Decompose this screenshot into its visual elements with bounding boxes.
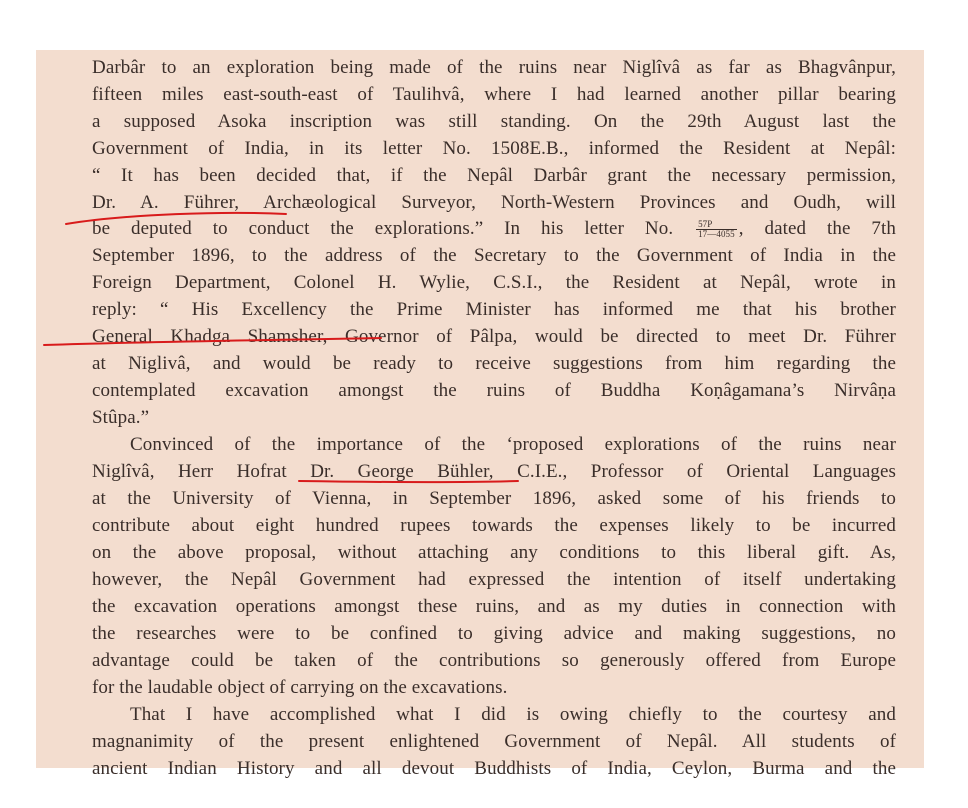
text-line: however, the Nepâl Government had expressed the intention of itself undertaking <box>92 569 896 590</box>
text-line: advantage could be taken of the contributions so generously offered from Europe <box>92 650 896 671</box>
text-line: Stûpa.” <box>92 407 150 428</box>
red-underline-buhler <box>299 481 518 482</box>
red-underline-fuhrer <box>66 213 286 224</box>
text-line: for the laudable object of carrying on the excavations. <box>92 677 508 698</box>
text-line: Government of India, in its letter No. 1508E.B., informed the Resident at Nepâl: <box>92 138 896 159</box>
text-line: on the above proposal, without attaching any conditions to this liberal gift. As, <box>92 542 896 563</box>
handwritten-underlines <box>36 50 924 768</box>
text-line: contribute about eight hundred rupees towards the expenses likely to be incurred <box>92 515 896 536</box>
fraction-denominator: 17—4055 <box>698 229 735 240</box>
text-segment: , dated the 7th <box>738 218 896 239</box>
text-line: That I have accomplished what I did is owing chiefly to the courtesy and <box>130 704 896 725</box>
text-line: Niglîvâ, Herr Hofrat Dr. George Bühler, C.I.E., Professor of Oriental Languages <box>92 461 896 482</box>
book-page-scan <box>36 50 924 779</box>
text-line: September 1896, to the address of the Secretary to the Government of India in the <box>92 245 896 266</box>
text-line: Foreign Department, Colonel H. Wylie, C.S.I., the Resident at Nepâl, wrote in <box>92 272 896 293</box>
text-line: fifteen miles east-south-east of Taulihvâ, where I had learned another pillar bearing <box>92 84 896 105</box>
text-line: Darbâr to an exploration being made of the ruins near Niglîvâ as far as Bhagvânpur, <box>92 57 896 78</box>
text-line: “ It has been decided that, if the Nepâl Darbâr grant the necessary permission, <box>92 165 896 186</box>
text-line: at Niglivâ, and would be ready to receive suggestions from him regarding the <box>92 353 896 374</box>
text-segment: be deputed to conduct the explorations.” In his letter No. <box>92 218 674 239</box>
text-line: the excavation operations amongst these ruins, and as my duties in connection with <box>92 596 896 617</box>
text-line: reply: “ His Excellency the Prime Minister has informed me that his brother <box>92 299 896 320</box>
text-line: Dr. A. Führer, Archæological Surveyor, North-Western Provinces and Oudh, will <box>92 192 896 213</box>
fraction-numerator: 57P <box>696 220 737 230</box>
text-line: a supposed Asoka inscription was still standing. On the 29th August last the <box>92 111 896 132</box>
text-line: at the University of Vienna, in September 1896, asked some of his friends to <box>92 488 896 509</box>
text-line-cut-off: ancient Indian History and all devout Buddhists of India, Ceylon, Burma and the <box>92 758 896 779</box>
red-underline-khadga <box>44 338 381 345</box>
text-line: contemplated excavation amongst the ruins of Buddha Koṇâgamana’s Nirvâṇa <box>92 380 896 401</box>
text-line: Convinced of the importance of the ‘proposed explorations of the ruins near <box>130 434 896 455</box>
text-line: General Khadga Shamsher, Governor of Pâlpa, would be directed to meet Dr. Führer <box>92 326 896 347</box>
text-line: magnanimity of the present enlightened Government of Nepâl. All students of <box>92 731 896 752</box>
text-line: the researches were to be confined to giving advice and making suggestions, no <box>92 623 896 644</box>
